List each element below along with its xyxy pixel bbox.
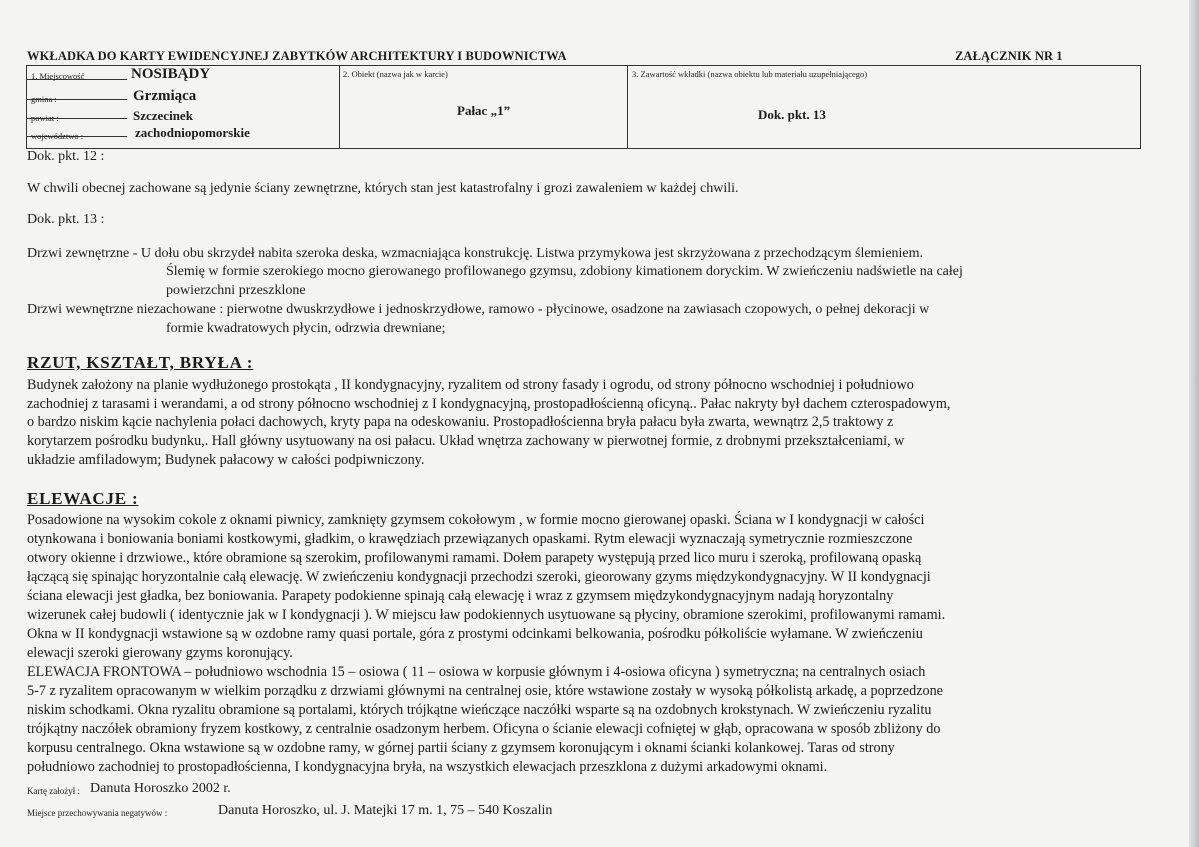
document-title: WKŁADKA DO KARTY EWIDENCYJNEJ ZABYTKÓW ARCHITEKTURY I BUDOWNICTWA xyxy=(27,49,567,63)
author-label: Kartę założył : xyxy=(27,786,80,796)
elew-line-4: łączącą się spinając horyzontalnie całą elewację. W zwieńczeniu kondygnacji przechodzi szeroki, gieorowany gzyms międzykondygnacyjny. W II kondygnacji xyxy=(27,569,931,585)
object-label: 2. Obiekt (nazwa jak w karcie) xyxy=(343,69,448,79)
province-value: zachodniopomorskie xyxy=(135,125,250,140)
rzut-line-2: zachodniej z tarasami i werandami, a od strony północno wschodniej z I kondygnacyjną, prostopadłościenną oficyną.. Pałac nakryty był dachem czterospadowym, xyxy=(27,396,951,412)
doors-int-line-2: formie kwadratowych płycin, odrzwia drewniane; xyxy=(166,321,446,336)
attachment-number: ZAŁĄCZNIK NR 1 xyxy=(955,49,1063,63)
elew-line-13: korpusu centralnego. Okna wstawione są w ozdobne ramy, w górnej partii ściany z gzymsem koronującym i oknami ścianki kolankowej. Taras od strony xyxy=(27,740,895,756)
commune-label: gmina : xyxy=(31,94,57,104)
elew-line-6: wizerunek całej budowli ( identycznie jak w I kondygnacji ). W miejscu ław podokiennych usytuowane są płyciny, obramione szerokimi, profilowanymi ramami. xyxy=(27,607,946,623)
author-value: Danuta Horoszko 2002 r. xyxy=(90,781,231,796)
object-value: Pałac „1” xyxy=(457,103,511,118)
elew-line-12: trójkątny naczółek obramiony fryzem kostkowy, z centralnie osadzonym herbem. Oficyna o ścianie elewacji cofniętej w głąb, opracowana w sposób zbliżony do xyxy=(27,721,941,737)
doors-ext-line-2: Ślemię w formie szerokiego mocno gierowanego profilowanego gzymsu, zdobiony kimationem doryckim. W zwieńczeniu nadświetle na całej xyxy=(166,264,963,279)
divider-1 xyxy=(339,66,340,148)
doors-int-line-1: Drzwi wewnętrzne niezachowane : pierwotne dwuskrzydłowe i jednoskrzydłowe, ramowo - płycinowe, osadzone na zawiasach czopowych, o pełnej dekoracji w xyxy=(27,302,930,317)
content-value: Dok. pkt. 13 xyxy=(758,107,826,122)
district-value: Szczecinek xyxy=(133,108,193,123)
locality-label: 1. Miejscowość xyxy=(31,71,85,81)
divider-2 xyxy=(627,66,628,148)
content-label: 3. Zawartość wkładki (nazwa obiektu lub materiału uzupełniającego) xyxy=(632,69,868,79)
commune-value: Grzmiąca xyxy=(133,88,197,104)
elew-line-5: ściana elewacji jest gładka, bez boniowania. Parapety podokienne spinają całą elewację i wraz z gzymsem międzykondygnacyjnym nadają horyzontalny xyxy=(27,588,894,604)
elew-line-11: niskim schodkami. Okna ryzalitu obramione są portalami, których trójkątne wieńczące naczółki wsparte są na ozdobnych krokstynach. W zwieńczeniu ryzalitu xyxy=(27,702,932,718)
elew-line-3: otwory okienne i drzwiowe., które obramione są szerokim, profilowanymi ramami. Dołem parapety występują przed lico muru i szeroką, profilowaną opaską xyxy=(27,550,922,566)
form-header-box xyxy=(26,65,1141,149)
storage-value: Danuta Horoszko, ul. J. Matejki 17 m. 1, 75 – 540 Koszalin xyxy=(218,803,553,818)
rzut-line-5: układzie amfiladowym; Budynek pałacowy w całości podpiwniczony. xyxy=(27,452,425,468)
elew-line-9: ELEWACJA FRONTOWA – południowo wschodnia 15 – osiowa ( 11 – osiowa w korpusie głównym i 4-osiowa oficyna ) symetryczna; na centralnych osiach xyxy=(27,664,926,680)
doors-ext-line-3: powierzchni przeszklone xyxy=(166,283,306,298)
rzut-line-4: korytarzem pośrodku budynku,. Hall główny usytuowany na osi pałacu. Układ wnętrza zachowany w pierwotnej formie, z drobnymi przekształceniami, w xyxy=(27,433,905,449)
locality-value: NOSIBĄDY xyxy=(131,66,211,82)
elew-line-2: otynkowana i boniowania boniami kostkowymi, gładkim, o krawędziach przewiązanych opaskami. Rytm elewacji wyznaczają symetrycznie rozmieszczone xyxy=(27,531,913,547)
elewacje-heading: ELEWACJE : xyxy=(27,489,139,508)
rzut-heading: RZUT, KSZTAŁT, BRYŁA : xyxy=(27,353,254,372)
elew-line-14: południowo zachodniej to prostopadłościenna, I kondygnacyjna bryła, na wszystkich elewacjach przeszklona z dużymi arkadowymi oknami. xyxy=(27,759,828,775)
elew-line-7: Okna w II kondygnacji wstawione są w ozdobne ramy quasi portale, góra z prostymi odcinkami belkowania, pośrodku półkoliście wyłamane. W zwieńczeniu xyxy=(27,626,923,642)
elew-line-1: Posadowione na wysokim cokole z oknami piwnicy, zamknięty gzymsem cokołowym , w formie mocno gierowanej opaski. Ściana w I kondygnacji w całości xyxy=(27,512,925,528)
elew-line-8: elewacji szeroki gierowany gzyms koronujący. xyxy=(27,645,293,661)
district-label: powiat : xyxy=(31,113,59,123)
rzut-line-1: Budynek założony na planie wydłużonego prostokąta , II kondygnacyjny, ryzalitem od strony fasady i ogrodu, od strony północno wschodniej i południowo xyxy=(27,377,914,393)
pkt13-heading: Dok. pkt. 13 : xyxy=(27,212,105,227)
pkt12-text: W chwili obecnej zachowane są jedynie ściany zewnętrzne, których stan jest katastrofalny i grozi zawaleniem w każdej chwili. xyxy=(27,181,739,196)
storage-label: Miejsce przechowywania negatywów : xyxy=(27,808,168,818)
rzut-line-3: o bardzo niskim kącie nachylenia połaci dachowych, kryty papa na odeskowaniu. Prostopadłościenna bryła pałacu była zwarta, wewnątrz 2,5 traktowy z xyxy=(27,414,894,430)
province-label: województwo : xyxy=(31,131,84,141)
page-edge xyxy=(1189,0,1199,847)
doors-ext-line-1: Drzwi zewnętrzne - U dołu obu skrzydeł nabita szeroka deska, wzmacniająca konstrukcję. Listwa przymykowa jest skrzyżowana z przechodzącym ślemieniem. xyxy=(27,246,924,261)
pkt12-heading: Dok. pkt. 12 : xyxy=(27,149,105,164)
elew-line-10: 5-7 z ryzalitem opracowanym w wielkim porządku z drzwiami głównymi na centralnej osie, które wstawione zostały w wysoką półkolistą arkadę, a poprzedzone xyxy=(27,683,943,699)
